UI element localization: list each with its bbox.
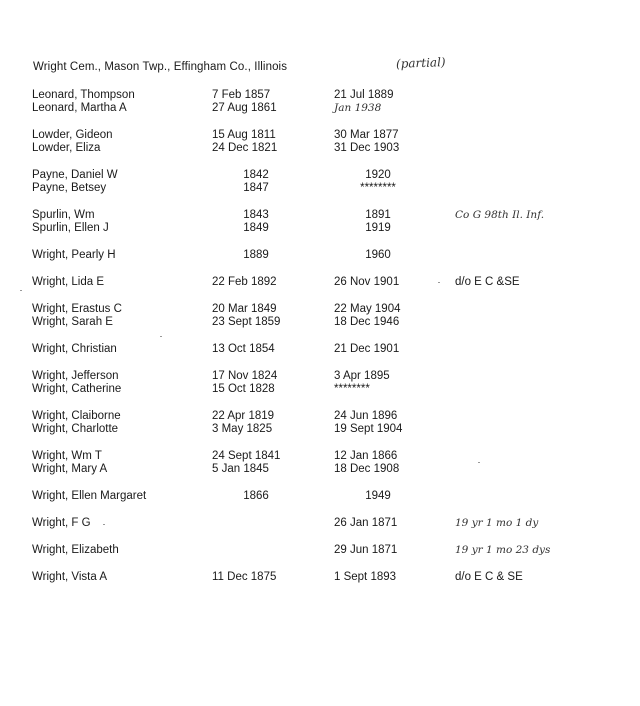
- record-birth-date: 1849: [243, 222, 269, 234]
- record-birth-date: 22 Apr 1819: [212, 410, 275, 422]
- record-row: [0, 88, 640, 102]
- record-row: [0, 181, 640, 195]
- record-birth-date: 22 Feb 1892: [212, 276, 277, 288]
- record-death-date: 3 Apr 1895: [334, 370, 390, 382]
- scan-speck: [103, 524, 105, 525]
- record-row: [0, 570, 640, 584]
- record-birth-date: 15 Aug 1811: [212, 129, 276, 141]
- record-name: Wright, Jefferson: [32, 370, 119, 382]
- record-row: [0, 221, 640, 235]
- handwritten-annotation: (partial): [395, 55, 446, 71]
- record-birth-date: 17 Nov 1824: [212, 370, 278, 382]
- scan-speck: [438, 282, 440, 283]
- record-row: [0, 449, 640, 463]
- record-row: [0, 543, 640, 557]
- record-death-date: 21 Jul 1889: [334, 89, 394, 101]
- record-birth-date: 1889: [243, 249, 269, 261]
- record-birth-date: 24 Dec 1821: [212, 142, 278, 154]
- record-birth-date: 7 Feb 1857: [212, 89, 271, 101]
- record-note: 19 yr 1 mo 23 dys: [455, 544, 551, 556]
- record-row: [0, 128, 640, 142]
- record-row: [0, 101, 640, 115]
- record-row: [0, 369, 640, 383]
- record-birth-date: 3 May 1825: [212, 423, 273, 435]
- record-name: Wright, Wm T: [32, 450, 102, 462]
- record-death-date: 30 Mar 1877: [334, 129, 399, 141]
- record-row: [0, 489, 640, 503]
- record-death-date: Jan 1938: [334, 102, 382, 114]
- document-title: Wright Cem., Mason Twp., Effingham Co., Illinois: [33, 61, 288, 73]
- record-death-date: 1920: [365, 169, 391, 181]
- record-name: Wright, Ellen Margaret: [32, 490, 147, 502]
- record-note: 19 yr 1 mo 1 dy: [455, 517, 539, 529]
- record-name: Wright, Mary A: [32, 463, 108, 475]
- record-name: Wright, Charlotte: [32, 423, 119, 435]
- record-name: Leonard, Martha A: [32, 102, 127, 114]
- record-birth-date: 1842: [243, 169, 269, 181]
- record-name: Wright, Catherine: [32, 383, 122, 395]
- record-birth-date: 1843: [243, 209, 269, 221]
- record-birth-date: 15 Oct 1828: [212, 383, 275, 395]
- record-death-date: 31 Dec 1903: [334, 142, 400, 154]
- record-name: Wright, Vista A: [32, 571, 107, 583]
- record-name: Wright, Pearly H: [32, 249, 116, 261]
- record-death-date: 29 Jun 1871: [334, 544, 398, 556]
- record-row: [0, 422, 640, 436]
- record-birth-date: 5 Jan 1845: [212, 463, 269, 475]
- record-death-date: 1919: [365, 222, 391, 234]
- record-birth-date: 27 Aug 1861: [212, 102, 277, 114]
- record-birth-date: 11 Dec 1875: [212, 571, 277, 583]
- record-birth-date: 20 Mar 1849: [212, 303, 277, 315]
- record-death-date: 18 Dec 1946: [334, 316, 400, 328]
- record-death-date: ********: [334, 383, 370, 395]
- record-death-date: 24 Jun 1896: [334, 410, 398, 422]
- record-name: Payne, Daniel W: [32, 169, 118, 181]
- record-name: Wright, Claiborne: [32, 410, 121, 422]
- record-death-date: 26 Jan 1871: [334, 517, 398, 529]
- record-death-date: 1 Sept 1893: [334, 571, 397, 583]
- record-row: [0, 302, 640, 316]
- record-birth-date: 23 Sept 1859: [212, 316, 281, 328]
- record-death-date: 18 Dec 1908: [334, 463, 400, 475]
- record-name: Lowder, Eliza: [32, 142, 101, 154]
- record-name: Spurlin, Ellen J: [32, 222, 109, 234]
- record-row: [0, 516, 640, 530]
- record-row: [0, 342, 640, 356]
- record-row: [0, 382, 640, 396]
- record-name: Spurlin, Wm: [32, 209, 95, 221]
- record-row: [0, 315, 640, 329]
- record-name: Wright, Christian: [32, 343, 117, 355]
- record-row: [0, 275, 640, 289]
- record-death-date: 22 May 1904: [334, 303, 401, 315]
- record-birth-date: 13 Oct 1854: [212, 343, 275, 355]
- record-death-date: 1949: [365, 490, 391, 502]
- record-name: Wright, Elizabeth: [32, 544, 119, 556]
- record-death-date: 1891: [365, 209, 391, 221]
- record-death-date: 12 Jan 1866: [334, 450, 398, 462]
- record-birth-date: 1847: [243, 182, 269, 194]
- scan-speck: [478, 462, 480, 463]
- record-death-date: 1960: [365, 249, 391, 261]
- record-death-date: ********: [360, 182, 396, 194]
- record-birth-date: 1866: [243, 490, 269, 502]
- record-row: [0, 462, 640, 476]
- record-birth-date: 24 Sept 1841: [212, 450, 281, 462]
- record-death-date: 26 Nov 1901: [334, 276, 400, 288]
- record-name: Leonard, Thompson: [32, 89, 135, 101]
- record-name: Lowder, Gideon: [32, 129, 113, 141]
- record-name: Wright, F G: [32, 517, 91, 529]
- record-row: [0, 141, 640, 155]
- record-row: [0, 168, 640, 182]
- record-note: Co G 98th Il. Inf.: [455, 209, 545, 221]
- record-row: [0, 208, 640, 222]
- scan-speck: [20, 290, 22, 291]
- record-name: Wright, Lida E: [32, 276, 105, 288]
- record-death-date: 21 Dec 1901: [334, 343, 400, 355]
- record-death-date: 19 Sept 1904: [334, 423, 403, 435]
- scan-speck: [160, 336, 162, 337]
- record-note: d/o E C & SE: [455, 571, 523, 583]
- record-name: Wright, Erastus C: [32, 303, 122, 315]
- record-row: [0, 409, 640, 423]
- record-row: [0, 248, 640, 262]
- record-name: Payne, Betsey: [32, 182, 107, 194]
- record-note: d/o E C &SE: [455, 276, 520, 288]
- record-name: Wright, Sarah E: [32, 316, 113, 328]
